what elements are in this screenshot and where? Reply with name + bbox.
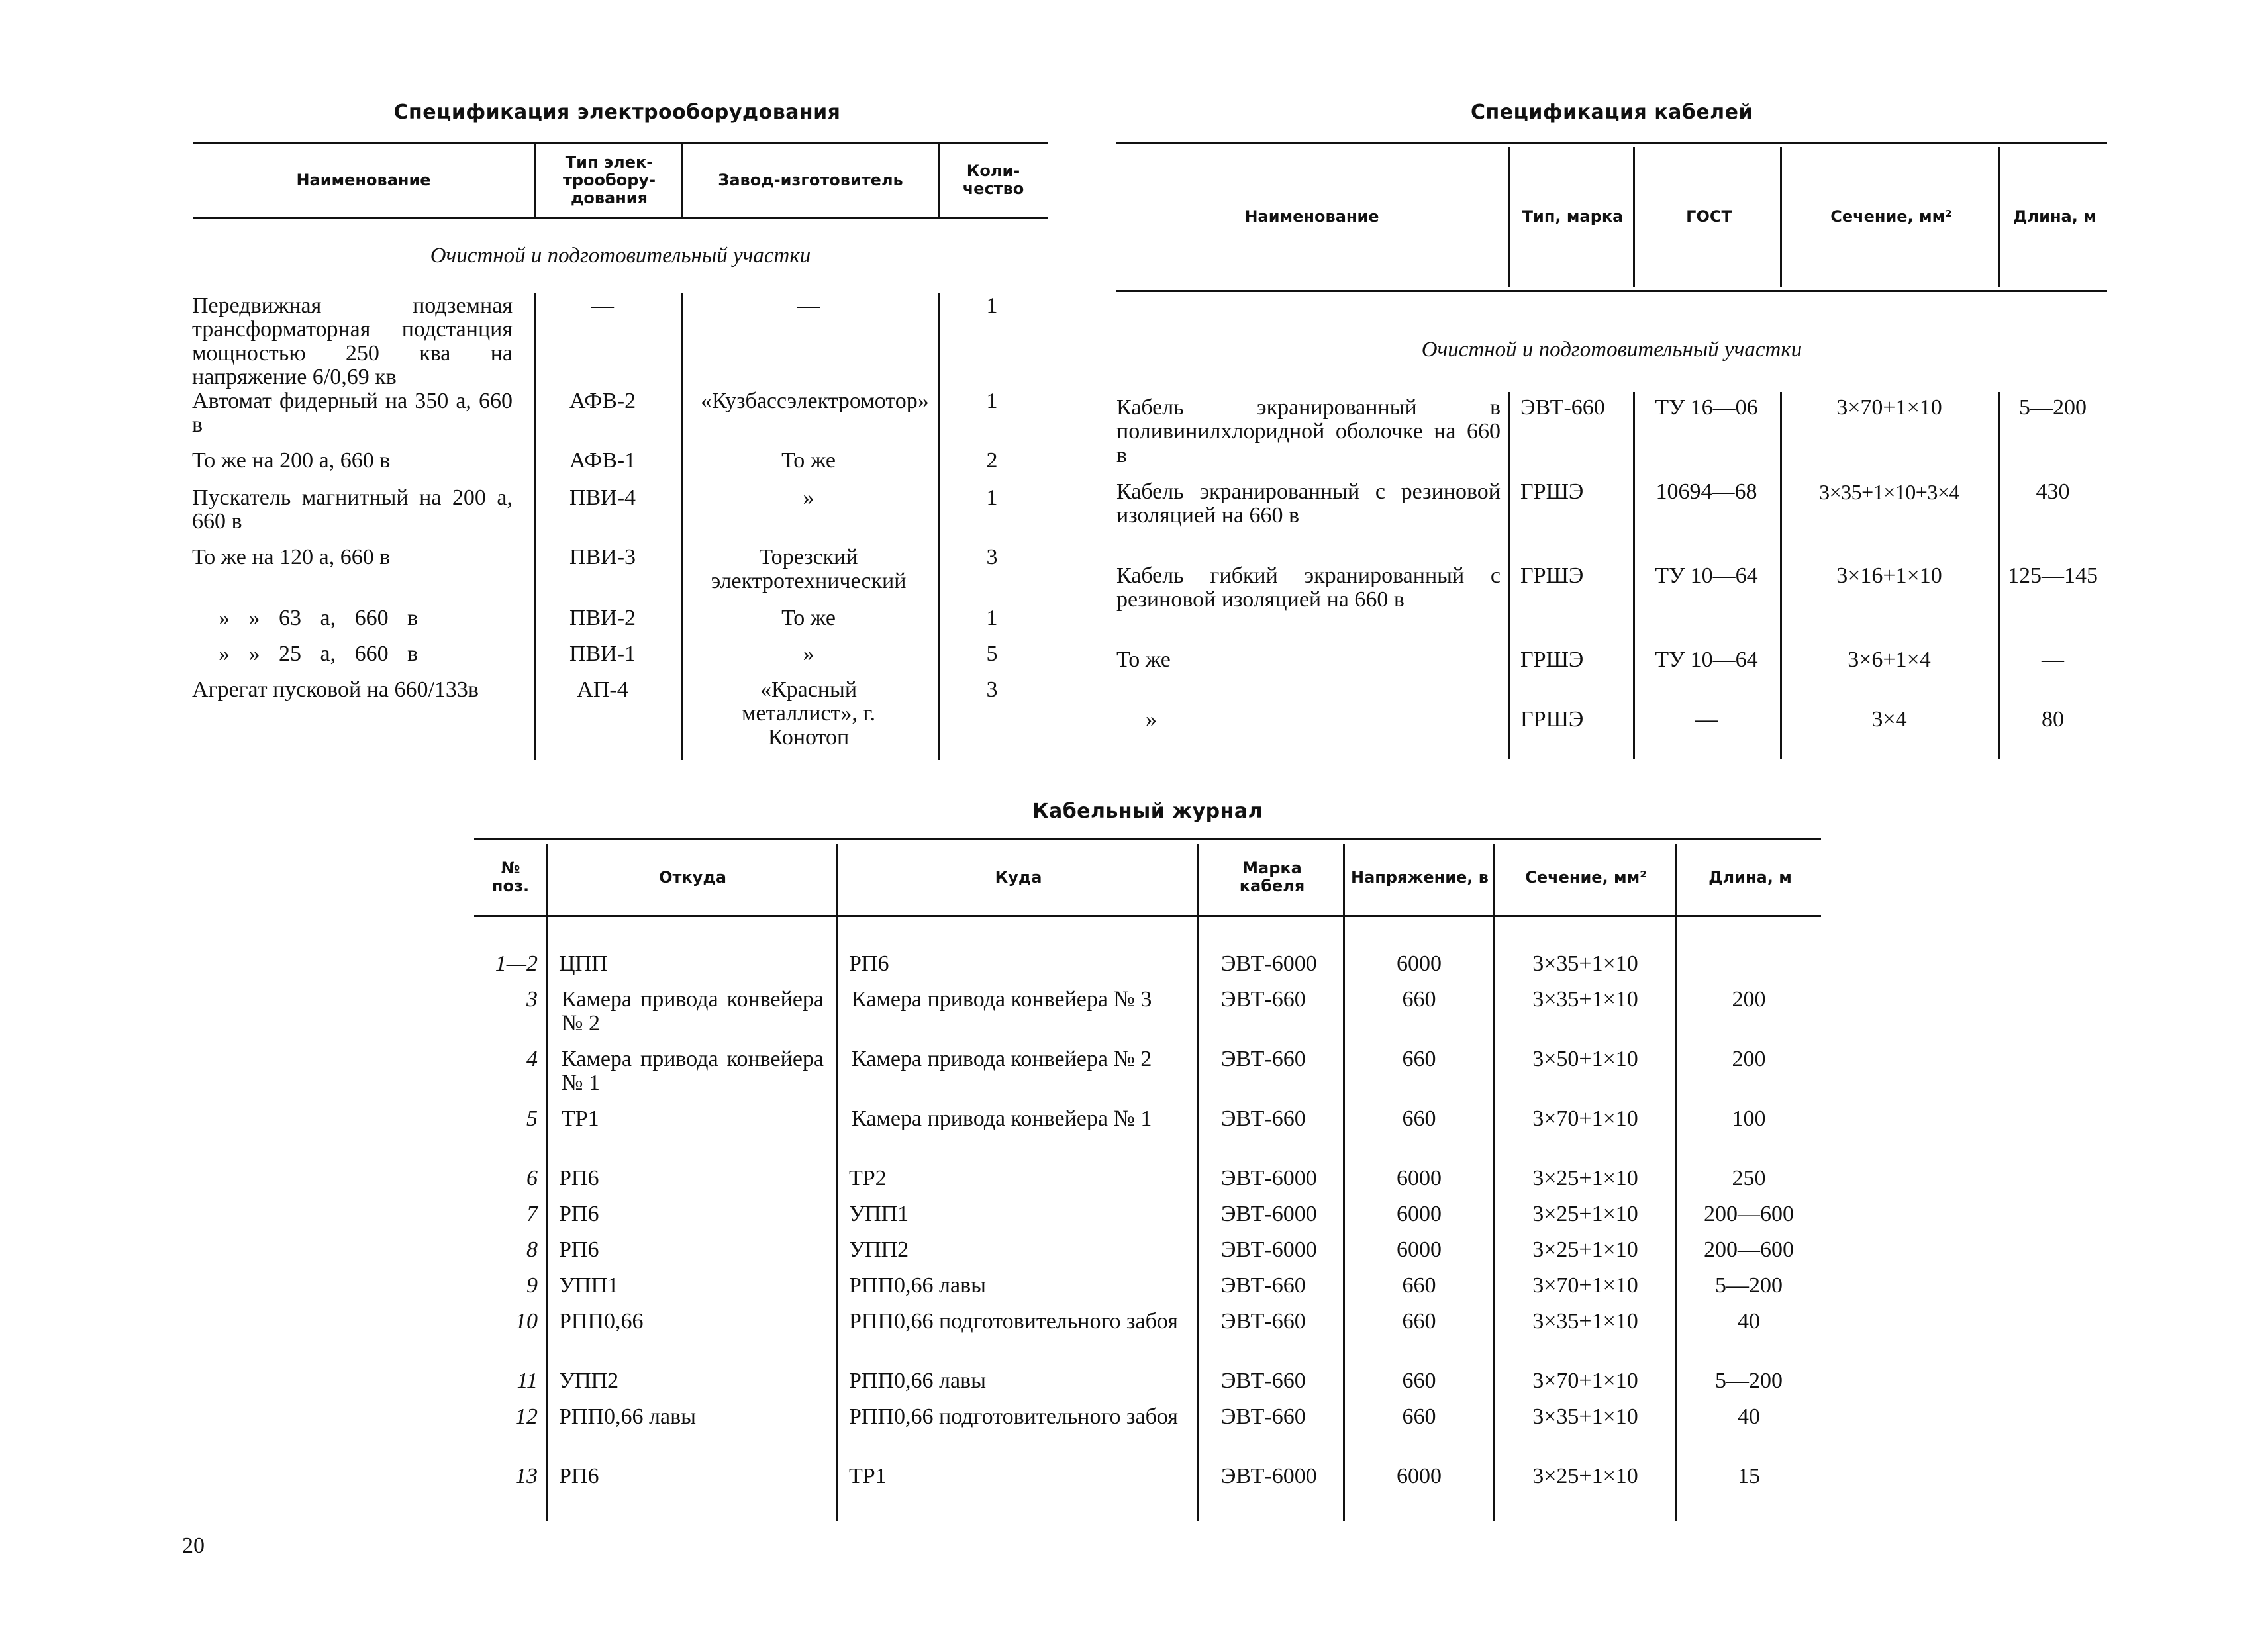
- cable-gost: ТУ 10—64: [1655, 648, 1758, 672]
- equipment-header-name: Наименование: [296, 170, 431, 189]
- cable-header-name: Наименование: [1244, 207, 1379, 226]
- cable-mark: ГРШЭ: [1520, 479, 1584, 504]
- table-row: [474, 1238, 1821, 1274]
- cable-length: 5—200: [2019, 395, 2087, 420]
- journal-voltage: 660: [1402, 1047, 1436, 1071]
- cable-section: 3×6+1×4: [1848, 648, 1931, 672]
- journal-header-section: Сечение, мм²: [1525, 867, 1647, 887]
- journal-section: 3×25+1×10: [1532, 1464, 1638, 1488]
- cable-spec-top-rule: [1116, 142, 2107, 144]
- journal-length: 200—600: [1704, 1202, 1794, 1226]
- equipment-type: —: [591, 293, 614, 318]
- journal-mark: ЭВТ-660: [1221, 1369, 1306, 1393]
- journal-length: 15: [1738, 1464, 1760, 1488]
- equipment-type: ПВИ-3: [569, 545, 636, 569]
- journal-section: 3×25+1×10: [1532, 1237, 1638, 1262]
- table-row: [474, 1465, 1821, 1500]
- journal-mark: ЭВТ-660: [1221, 987, 1306, 1012]
- cable-section: 3×16+1×10: [1836, 563, 1942, 588]
- cable-name: То же: [1116, 648, 1171, 672]
- cable-spec-header-rule: [1116, 290, 2107, 292]
- journal-section: 3×35+1×10: [1532, 1309, 1638, 1333]
- journal-from: РП6: [559, 1166, 599, 1190]
- journal-to: Камера привода конвейера № 3: [852, 987, 1152, 1012]
- journal-from: Камера привода конвейера № 2: [562, 987, 824, 1036]
- journal-to: ТР2: [849, 1166, 887, 1190]
- journal-pos: 7: [526, 1202, 538, 1226]
- cable-gost: ТУ 10—64: [1655, 563, 1758, 588]
- equipment-name: » » 25 а, 660 в: [219, 642, 419, 666]
- equipment-qty: 1: [986, 389, 998, 413]
- equipment-header-divider: [938, 143, 940, 217]
- table-row: [474, 1202, 1821, 1238]
- cable-header-divider: [1780, 147, 1782, 287]
- cable-header-divider: [1508, 147, 1510, 287]
- journal-voltage: 6000: [1397, 1166, 1442, 1190]
- journal-header-voltage: Напряжение, в: [1351, 867, 1489, 887]
- cable-mark: ГРШЭ: [1520, 707, 1584, 732]
- journal-to: РПП0,66 подготовительного забоя: [849, 1309, 1178, 1333]
- journal-section: 3×35+1×10: [1532, 1404, 1638, 1429]
- page-number: 20: [182, 1533, 205, 1558]
- cable-name: »: [1146, 707, 1157, 732]
- equipment-section-heading: Очистной и подготовительный участки: [430, 244, 811, 267]
- equipment-qty: 1: [986, 293, 998, 318]
- journal-to: УПП2: [849, 1237, 909, 1262]
- journal-header-mark: Марка кабеля: [1239, 859, 1305, 895]
- journal-mark: ЭВТ-660: [1221, 1404, 1306, 1429]
- journal-voltage: 6000: [1397, 951, 1442, 976]
- journal-from: ЦПП: [559, 951, 608, 976]
- equipment-type: ПВИ-4: [569, 485, 636, 510]
- equipment-name: Агрегат пусковой на 660/133в: [192, 677, 479, 702]
- journal-pos: 11: [517, 1369, 538, 1393]
- journal-section: 3×70+1×10: [1532, 1273, 1638, 1298]
- journal-pos: 1—2: [495, 951, 538, 976]
- journal-from: РП6: [559, 1464, 599, 1488]
- journal-pos: 8: [526, 1237, 538, 1262]
- cable-length: 430: [2036, 479, 2070, 504]
- journal-voltage: 6000: [1397, 1202, 1442, 1226]
- journal-from: РПП0,66: [559, 1309, 644, 1333]
- equipment-type: ПВИ-2: [569, 606, 636, 630]
- journal-voltage: 6000: [1397, 1237, 1442, 1262]
- journal-voltage: 660: [1402, 1106, 1436, 1131]
- journal-mark: ЭВТ-660: [1221, 1047, 1306, 1071]
- journal-pos: 10: [515, 1309, 538, 1333]
- journal-to: РП6: [849, 951, 889, 976]
- journal-from: ТР1: [562, 1106, 599, 1131]
- cable-header-gost: ГОСТ: [1686, 207, 1732, 226]
- journal-section: 3×25+1×10: [1532, 1166, 1638, 1190]
- table-row: [192, 294, 1048, 389]
- journal-to: Камера привода конвейера № 2: [852, 1047, 1152, 1071]
- journal-header-rule: [474, 915, 1821, 917]
- table-row: [192, 678, 1048, 749]
- equipment-header-divider: [534, 143, 536, 217]
- journal-mark: ЭВТ-660: [1221, 1273, 1306, 1298]
- journal-voltage: 660: [1402, 1369, 1436, 1393]
- journal-from: РП6: [559, 1202, 599, 1226]
- journal-voltage: 660: [1402, 987, 1436, 1012]
- journal-length: 250: [1732, 1166, 1766, 1190]
- journal-from: УПП1: [559, 1273, 619, 1298]
- equipment-header-maker: Завод-изготовитель: [718, 170, 903, 189]
- table-row: [1116, 396, 2107, 480]
- journal-header-to: Куда: [995, 867, 1042, 887]
- cable-section: 3×35+1×10+3×4: [1819, 480, 1959, 504]
- equipment-qty: 1: [986, 485, 998, 510]
- cable-header-mark: Тип, марка: [1522, 207, 1624, 226]
- equipment-qty: 3: [986, 677, 998, 702]
- journal-header-length: Длина, м: [1708, 867, 1792, 887]
- equipment-maker: То же: [781, 448, 836, 473]
- journal-pos: 9: [526, 1273, 538, 1298]
- cable-journal-table: [474, 952, 1821, 1500]
- equipment-qty: 3: [986, 545, 998, 569]
- journal-top-rule: [474, 838, 1821, 840]
- journal-length: 100: [1732, 1106, 1766, 1131]
- journal-from: РП6: [559, 1237, 599, 1262]
- journal-to: РПП0,66 подготовительного забоя: [849, 1404, 1178, 1429]
- equipment-maker: »: [803, 485, 814, 510]
- journal-to: РПП0,66 лавы: [849, 1273, 986, 1298]
- table-row: [192, 389, 1048, 449]
- equipment-name: » » 63 а, 660 в: [219, 606, 419, 630]
- equipment-name: То же на 120 а, 660 в: [192, 545, 391, 569]
- cable-section: 3×70+1×10: [1836, 395, 1942, 420]
- journal-section: 3×35+1×10: [1532, 951, 1638, 976]
- journal-mark: ЭВТ-660: [1221, 1309, 1306, 1333]
- journal-pos: 5: [526, 1106, 538, 1131]
- journal-mark: ЭВТ-660: [1221, 1106, 1306, 1131]
- table-row: [474, 1310, 1821, 1369]
- equipment-type: АФВ-2: [569, 389, 636, 413]
- cable-section-heading: Очистной и подготовительный участки: [1421, 338, 1802, 362]
- equipment-maker: «Кузбассэлектромотор»: [701, 389, 929, 413]
- equipment-header-divider: [681, 143, 683, 217]
- cable-header-divider: [1633, 147, 1635, 287]
- equipment-maker: «Красный металлист», г. Конотоп: [742, 677, 875, 749]
- cable-length: —: [2042, 648, 2064, 672]
- equipment-spec-table: [192, 294, 1048, 749]
- table-row: [474, 952, 1821, 988]
- journal-voltage: 660: [1402, 1404, 1436, 1429]
- journal-header-pos: № поз.: [491, 859, 530, 895]
- equipment-name: То же на 200 а, 660 в: [192, 448, 391, 473]
- table-row: [474, 1107, 1821, 1167]
- journal-from: РПП0,66 лавы: [559, 1404, 696, 1429]
- equipment-maker: —: [797, 293, 820, 318]
- journal-mark: ЭВТ-6000: [1221, 1464, 1317, 1488]
- journal-length: 40: [1738, 1309, 1760, 1333]
- table-row: [192, 486, 1048, 546]
- equipment-type: ПВИ-1: [569, 642, 636, 666]
- table-row: [474, 1047, 1821, 1107]
- journal-pos: 4: [526, 1047, 538, 1071]
- journal-pos: 3: [526, 987, 538, 1012]
- equipment-spec-title: Спецификация электрооборудования: [393, 101, 841, 124]
- cable-gost: —: [1695, 707, 1718, 732]
- table-row: [192, 449, 1048, 486]
- equipment-qty: 5: [986, 642, 998, 666]
- journal-length: 40: [1738, 1404, 1760, 1429]
- cable-spec-table: [1116, 396, 2107, 748]
- journal-length: 200: [1732, 987, 1766, 1012]
- journal-mark: ЭВТ-6000: [1221, 951, 1317, 976]
- cable-section: 3×4: [1871, 707, 1907, 732]
- journal-length: 200: [1732, 1047, 1766, 1071]
- journal-mark: ЭВТ-6000: [1221, 1237, 1317, 1262]
- equipment-header-type: Тип элек-трообору-дования: [562, 152, 656, 207]
- table-row: [474, 1405, 1821, 1465]
- journal-length: 5—200: [1715, 1369, 1783, 1393]
- equipment-maker: То же: [781, 606, 836, 630]
- table-row: [1116, 708, 2107, 748]
- cable-header-section: Сечение, мм²: [1830, 207, 1952, 226]
- cable-spec-title: Спецификация кабелей: [1471, 101, 1753, 124]
- cable-length: 125—145: [2008, 563, 2098, 588]
- journal-mark: ЭВТ-6000: [1221, 1166, 1317, 1190]
- journal-length: 200—600: [1704, 1237, 1794, 1262]
- journal-section: 3×50+1×10: [1532, 1047, 1638, 1071]
- journal-pos: 6: [526, 1166, 538, 1190]
- equipment-spec-header-rule: [193, 217, 1048, 219]
- cable-header-length: Длина, м: [2013, 207, 2096, 226]
- cable-header-divider: [1998, 147, 2000, 287]
- equipment-name: Пускатель магнитный на 200 а, 660 в: [192, 485, 513, 534]
- table-row: [192, 606, 1048, 642]
- cable-name: Кабель гибкий экранированный с резиновой изоляцией на 660 в: [1116, 563, 1501, 612]
- table-row: [474, 1369, 1821, 1405]
- equipment-maker: Торезский электротехнический: [711, 545, 907, 593]
- journal-voltage: 660: [1402, 1273, 1436, 1298]
- table-row: [474, 1167, 1821, 1202]
- equipment-qty: 1: [986, 606, 998, 630]
- equipment-name: Автомат фидерный на 350 а, 660 в: [192, 389, 513, 437]
- journal-section: 3×70+1×10: [1532, 1369, 1638, 1393]
- journal-pos: 13: [515, 1464, 538, 1488]
- journal-to: УПП1: [849, 1202, 909, 1226]
- journal-length: [1677, 952, 1821, 988]
- journal-to: ТР1: [849, 1464, 887, 1488]
- cable-journal-title: Кабельный журнал: [1032, 800, 1263, 823]
- journal-from: УПП2: [559, 1369, 619, 1393]
- table-row: [474, 988, 1821, 1047]
- journal-section: 3×25+1×10: [1532, 1202, 1638, 1226]
- cable-mark: ЭВТ-660: [1520, 395, 1605, 420]
- journal-to: РПП0,66 лавы: [849, 1369, 986, 1393]
- cable-mark: ГРШЭ: [1520, 648, 1584, 672]
- journal-to: Камера привода конвейера № 1: [852, 1106, 1152, 1131]
- cable-name: Кабель экранированный в поливинилхлоридной оболочке на 660 в: [1116, 395, 1501, 467]
- journal-from: Камера привода конвейера № 1: [562, 1047, 824, 1095]
- journal-section: 3×70+1×10: [1532, 1106, 1638, 1131]
- table-row: [1116, 480, 2107, 564]
- journal-voltage: 660: [1402, 1309, 1436, 1333]
- equipment-header-qty: Коли-чество: [962, 162, 1024, 198]
- equipment-type: АФВ-1: [569, 448, 636, 473]
- journal-mark: ЭВТ-6000: [1221, 1202, 1317, 1226]
- cable-gost: 10694—68: [1655, 479, 1757, 504]
- table-row: [192, 546, 1048, 606]
- journal-header-from: Откуда: [659, 867, 726, 887]
- table-row: [192, 642, 1048, 678]
- table-row: [1116, 564, 2107, 648]
- journal-voltage: 6000: [1397, 1464, 1442, 1488]
- equipment-maker: »: [803, 642, 814, 666]
- equipment-qty: 2: [986, 448, 998, 473]
- cable-gost: ТУ 16—06: [1655, 395, 1758, 420]
- equipment-name: Передвижная подземная трансформаторная подстанция мощностью 250 ква на напряжение 6/0,69 кв: [192, 293, 513, 389]
- cable-length: 80: [2042, 707, 2064, 732]
- journal-section: 3×35+1×10: [1532, 987, 1638, 1012]
- equipment-type: АП-4: [577, 677, 628, 702]
- equipment-spec-top-rule: [193, 142, 1048, 144]
- table-row: [474, 1274, 1821, 1310]
- table-row: [1116, 648, 2107, 708]
- cable-name: Кабель экранированный с резиновой изоляцией на 660 в: [1116, 479, 1501, 528]
- cable-mark: ГРШЭ: [1520, 563, 1584, 588]
- journal-length: 5—200: [1715, 1273, 1783, 1298]
- journal-pos: 12: [515, 1404, 538, 1429]
